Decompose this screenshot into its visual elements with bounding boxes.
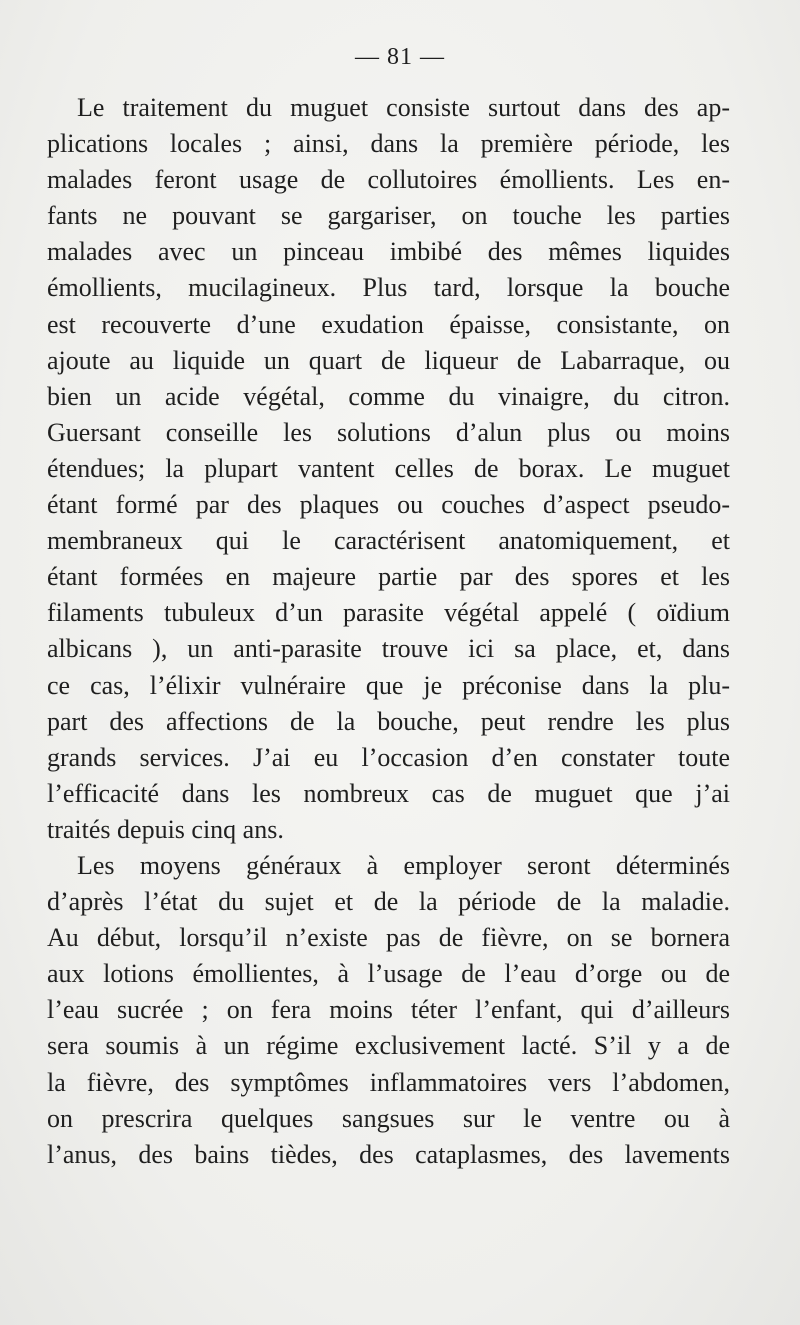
text-line: Guersant conseille les solutions d’alun plus ou moins <box>47 417 730 447</box>
text-line: albicans ), un anti-parasite trouve ici sa place, et, dans <box>47 634 730 664</box>
text-line: on prescrira quelques sangsues sur le ventre ou à <box>47 1103 730 1133</box>
text-line: étant formées en majeure partie par des spores et les <box>47 562 730 592</box>
text-line: l’eau sucrée ; on fera moins téter l’enfant, qui d’ailleurs <box>47 995 730 1025</box>
text-line: filaments tubuleux d’un parasite végétal appelé ( oïdium <box>47 598 730 628</box>
text-line: malades avec un pinceau imbibé des mêmes liquides <box>47 237 730 267</box>
text-line: étendues; la plupart vantent celles de borax. Le muguet <box>47 453 730 483</box>
text-line: traités depuis cinq ans. <box>47 814 284 844</box>
text-line: bien un acide végétal, comme du vinaigre, du citron. <box>47 381 730 411</box>
text-line: ajoute au liquide un quart de liqueur de Labarraque, ou <box>47 345 730 375</box>
text-line: malades feront usage de collutoires émollients. Les en- <box>47 165 730 195</box>
text-line: part des affections de la bouche, peut rendre les plus <box>47 706 730 736</box>
text-line: aux lotions émollientes, à l’usage de l’eau d’orge ou de <box>47 959 730 989</box>
text-line: sera soumis à un régime exclusivement lacté. S’il y a de <box>47 1031 730 1061</box>
text-line: d’après l’état du sujet et de la période de la maladie. <box>47 887 730 917</box>
text-line: Au début, lorsqu’il n’existe pas de fièvre, on se bornera <box>47 923 730 953</box>
text-line: la fièvre, des symptômes inflammatoires vers l’abdomen, <box>47 1067 730 1097</box>
text-line: émollients, mucilagineux. Plus tard, lorsque la bouche <box>47 273 730 303</box>
text-line: plications locales ; ainsi, dans la première période, les <box>47 129 730 159</box>
text-line: Les moyens généraux à employer seront déterminés <box>77 850 730 880</box>
text-line: grands services. J’ai eu l’occasion d’en constater toute <box>47 742 730 772</box>
text-line: l’anus, des bains tièdes, des cataplasmes, des lavements <box>47 1139 730 1169</box>
text-line: l’efficacité dans les nombreux cas de muguet que j’ai <box>47 778 730 808</box>
text-line: Le traitement du muguet consiste surtout dans des ap- <box>77 93 730 122</box>
body-text <box>47 90 730 1173</box>
text-line: est recouverte d’une exudation épaisse, consistante, on <box>47 309 730 339</box>
text-line: fants ne pouvant se gargariser, on touche les parties <box>47 201 730 231</box>
text-line: membraneux qui le caractérisent anatomiquement, et <box>47 526 730 556</box>
text-line: étant formé par des plaques ou couches d’aspect pseudo- <box>47 490 730 520</box>
page-number: — 81 — <box>355 44 445 70</box>
text-line: ce cas, l’élixir vulnéraire que je préconise dans la plu- <box>47 670 730 700</box>
